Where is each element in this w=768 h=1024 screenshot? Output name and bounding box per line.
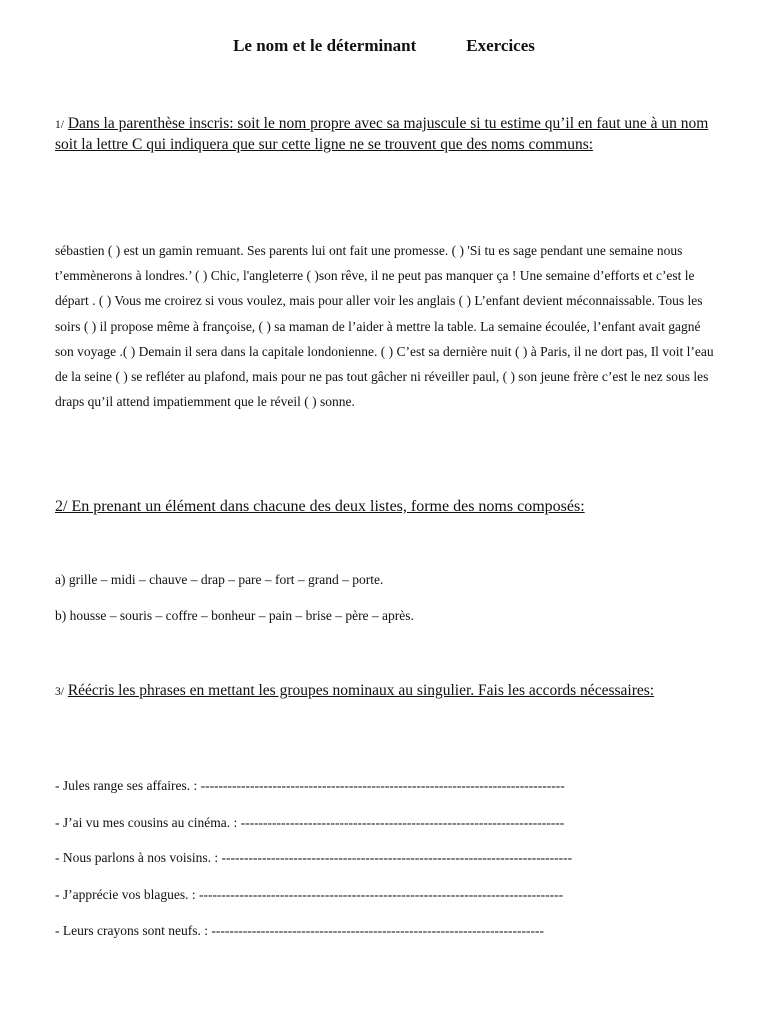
page-title [0, 36, 768, 56]
exercise3-sentence: - J’apprécie vos blagues. : --------------------------------------------------------------------------------- [55, 887, 564, 902]
exercise2-list-b: b) housse – souris – coffre – bonheur – pain – brise – père – après. [55, 608, 414, 623]
exercise3-sentence: - Nous parlons à nos voisins. : ------------------------------------------------------------------------------ [55, 850, 573, 865]
exercise2-instruction [55, 497, 710, 516]
exercise3-sentence: - Leurs crayons sont neufs. : -------------------------------------------------------------------------- [55, 923, 545, 938]
exercise1-instruction [55, 114, 710, 154]
title-subtitle: Exercices [466, 36, 535, 55]
exercise3-sentence: - Jules range ses affaires. : --------------------------------------------------------------------------------- [55, 778, 565, 793]
exercise1-instruction-text: Dans la parenthèse inscris: soit le nom propre avec sa majuscule si tu estime qu’il en faut une à un nom soit la lettre C qui indiquera que sur cette ligne ne se trouvent que des noms communs: [55, 115, 709, 153]
exercise3-sentence: - J’ai vu mes cousins au cinéma. : ------------------------------------------------------------------------ [55, 815, 565, 830]
exercise3-instruction [55, 681, 710, 702]
exercise3-instruction-text: Réécris les phrases en mettant les groupes nominaux au singulier. Fais les accords nécessaires: [67, 682, 655, 699]
exercise3-number: 3/ [55, 686, 64, 698]
exercise1-number: 1/ [55, 119, 64, 131]
exercise2-list-a: a) grille – midi – chauve – drap – pare – fort – grand – porte. [55, 572, 384, 587]
title-text: Le nom et le déterminant [233, 36, 417, 55]
exercise1-paragraph: sébastien ( ) est un gamin remuant. Ses parents lui ont fait une promesse. ( ) 'Si tu es sage pendant une semaine nous t’emmènerons à londres.’ ( ) Chic, l'angleterre ( )son rêve, il ne peut pas manquer ça ! Une semaine d’efforts et c’est le départ . ( ) Vous me croirez si vous voulez, mais pour aller voir les anglais ( ) L’enfant devient méconnaissable. Tous les soirs ( ) il propose même à françoise, ( ) sa maman de l’aider à mettre la table. La semaine écoulée, l’enfant avait gagné son voyage .( ) Demain il sera dans la capitale londonienne. ( ) C’est sa dernière nuit ( ) à Paris, il ne dort pas, Il voit l’eau de la seine ( ) se refléter au plafond, mais pour ne pas tout gâcher ni réveiller paul, ( ) son jeune frère c’est le nez sous les draps qu’il attend impatiemment que le réveil ( ) sonne. [55, 243, 714, 410]
exercise2-instruction-text: 2/ En prenant un élément dans chacune des deux listes, forme des noms composés: [55, 498, 585, 515]
